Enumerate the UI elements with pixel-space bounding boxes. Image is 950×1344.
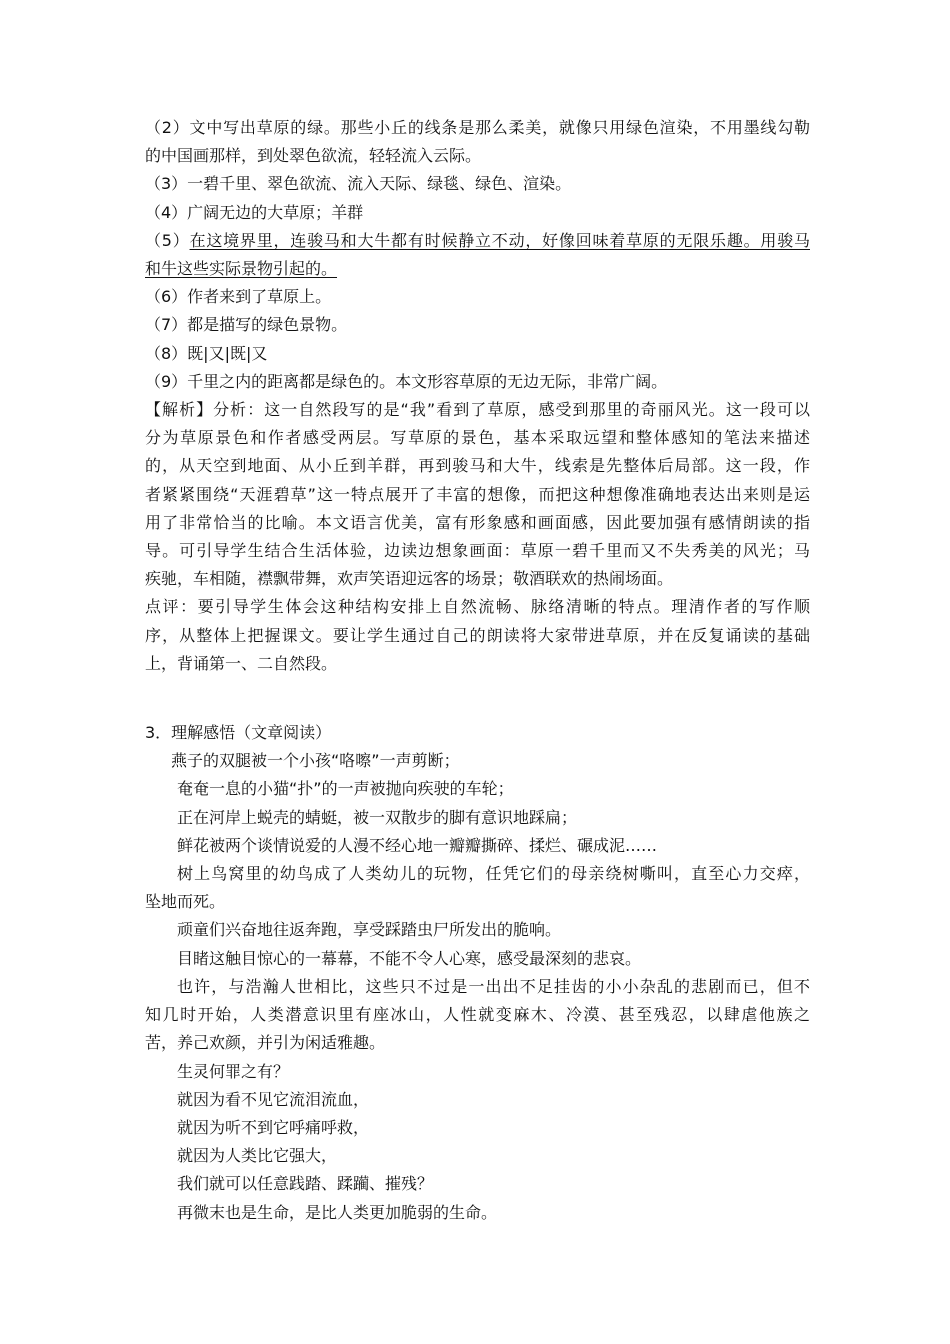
passage-paragraph: 就因为看不见它流泪流血， (177, 1089, 370, 1109)
analysis-line: 用了非常恰当的比喻。本文语言优美，富有形象感和画面感，因此要加强有感情朗读的指 (145, 512, 810, 532)
passage-paragraph: 我们就可以任意践踏、蹂躏、摧残？ (177, 1174, 434, 1194)
spacer (145, 678, 810, 719)
passage-paragraph: 生灵何罪之有？ (177, 1061, 290, 1081)
answer-4: （4）广阔无边的大草原；羊群 (145, 202, 364, 222)
comment-line: 序，从整体上把握课文。要让学生通过自己的朗读将大家带进草原，并在反复诵读的基础 (145, 625, 810, 645)
passage-paragraph: 顽童们兴奋地往返奔跑，享受踩踏虫尸所发出的脆响。 (177, 920, 562, 940)
answer-5-line-1 (145, 227, 810, 255)
passage-paragraph: 也许，与浩瀚人世相比，这些只不过是一出出不足挂齿的小小杂乱的悲剧而已，但不 (177, 976, 810, 996)
comment-line: 点评：要引导学生体会这种结构安排上自然流畅、脉络清晰的特点。理清作者的写作顺 (145, 597, 810, 617)
answer-3: （3）一碧千里、翠色欲流、流入天际、绿毯、绿色、渲染。 (145, 174, 572, 194)
passage-paragraph-continued: 知几时开始，人类潜意识里有座冰山，人性就变麻木、冷漠、甚至残忍，以肆虐他族之 (145, 1005, 810, 1025)
answer-5-underlined-text-2: 和牛这些实际景物引起的。 (145, 259, 338, 279)
analysis-block (145, 396, 810, 593)
answer-5-line-2 (145, 255, 810, 283)
answer-5-number: （5） (145, 230, 190, 250)
answer-9: （9）千里之内的距离都是绿色的。本文形容草原的无边无际，非常广阔。 (145, 371, 668, 391)
analysis-line: 者紧紧围绕“天涯碧草”这一特点展开了丰富的想像，而把这种想像准确地表达出来则是运 (145, 484, 810, 504)
passage-paragraph: 再微末也是生命，是比人类更加脆弱的生命。 (177, 1202, 498, 1222)
passage-paragraph: 树上鸟窝里的幼鸟成了人类幼儿的玩物，任凭它们的母亲绕树嘶叫，直至心力交瘁， (177, 864, 810, 884)
passage-paragraph-continued: 坠地而死。 (145, 892, 226, 912)
section-3 (145, 719, 810, 1227)
analysis-line: 疾驰，车相随，襟飘带舞，欢声笑语迎远客的场景；敬酒联欢的热闹场面。 (145, 569, 674, 589)
passage-paragraph: 鲜花被两个谈情说爱的人漫不经心地一瓣瓣撕碎、揉烂、碾成泥…… (177, 835, 658, 855)
passage-paragraph: 正在河岸上蜕壳的蜻蜓，被一双散步的脚有意识地踩扁； (177, 807, 578, 827)
analysis-line: 导。可引导学生结合生活体验，边读边想象画面：草原一碧千里而又不失秀美的风光；马 (145, 541, 810, 561)
passage-paragraph: 奄奄一息的小猫“扑”的一声被抛向疾驶的车轮； (177, 779, 514, 799)
analysis-line: 【解析】分析：这一自然段写的是“我”看到了草原，感受到那里的奇丽风光。这一段可以 (145, 400, 810, 420)
comment-block (145, 593, 810, 678)
passage-paragraph: 燕子的双腿被一个小孩“咯嚓”一声剪断； (171, 751, 460, 771)
passage-paragraph: 就因为人类比它强大， (177, 1146, 338, 1166)
answer-7: （7）都是描写的绿色景物。 (145, 315, 348, 335)
answer-2-line-2: 的中国画那样，到处翠色欲流，轻轻流入云际。 (145, 146, 482, 166)
answer-8: （8）既|又|既|又 (145, 343, 268, 363)
comment-line: 上，背诵第一、二自然段。 (145, 653, 338, 673)
analysis-line: 的，从天空到地面、从小丘到羊群，再到骏马和大牛，线索是先整体后局部。这一段，作 (145, 456, 810, 476)
answers-block (145, 114, 810, 396)
passage-paragraph: 就因为听不到它呼痛呼救， (177, 1117, 370, 1137)
section-3-heading: 3．理解感悟（文章阅读） (145, 723, 332, 743)
analysis-line: 分为草原景色和作者感受两层。写草原的景色，基本采取远望和整体感知的笔法来描述 (145, 428, 810, 448)
answer-6: （6）作者来到了草原上。 (145, 287, 332, 307)
answer-5-underlined-text: 在这境界里，连骏马和大牛都有时候静立不动，好像回味着草原的无限乐趣。用骏马 (189, 230, 810, 250)
passage-paragraph: 目睹这触目惊心的一幕幕，不能不令人心寒，感受最深刻的悲哀。 (177, 948, 642, 968)
answer-2-line-1: （2）文中写出草原的绿。那些小丘的线条是那么柔美，就像只用绿色渲染，不用墨线勾勒 (145, 118, 810, 137)
passage-paragraph-continued: 苦，养己欢颜，并引为闲适雅趣。 (145, 1033, 386, 1053)
document-page (145, 114, 810, 1227)
